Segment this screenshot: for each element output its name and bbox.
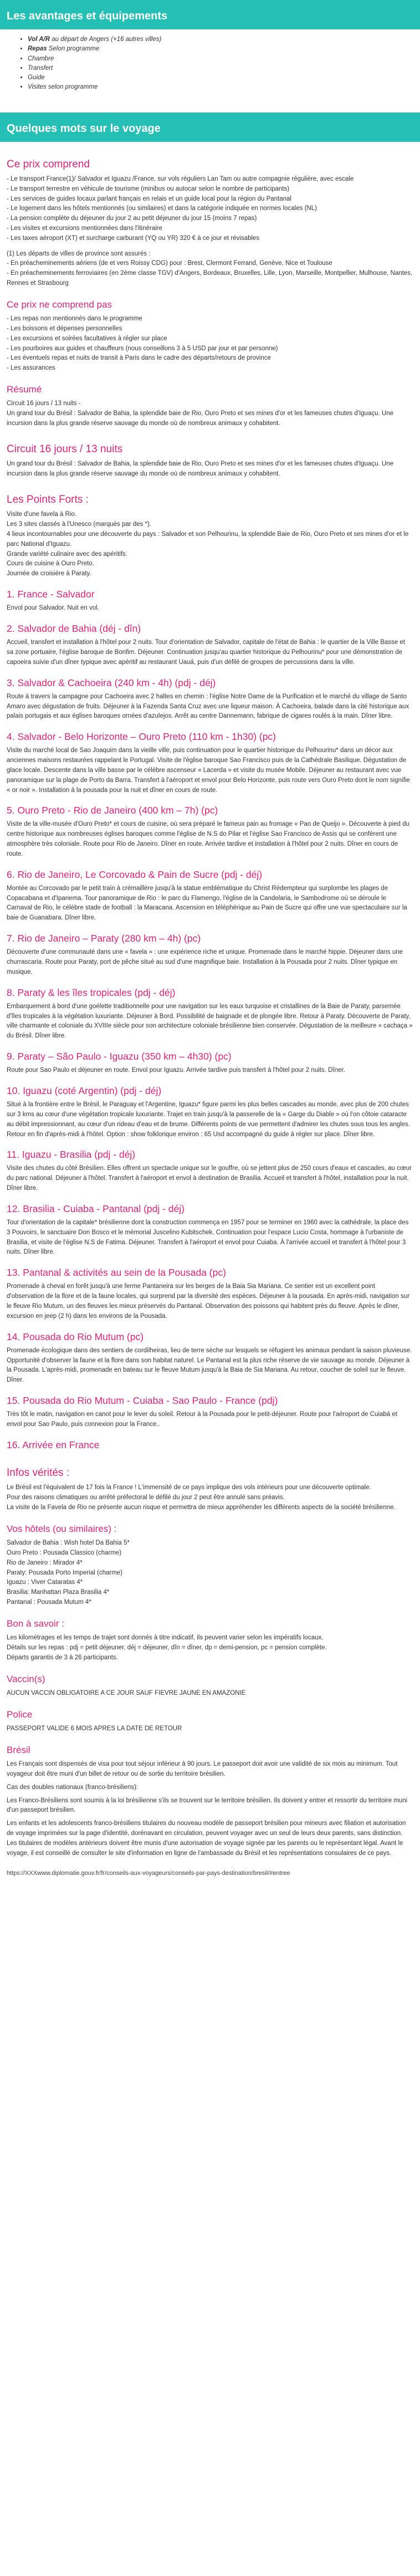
advantage-item: • Guide <box>28 73 413 83</box>
advantages-list <box>21 35 413 93</box>
day-title: 3. Salvador & Cachoeira (240 km - 4h) (pdj - déj) <box>7 677 216 688</box>
point-item: 4 lieux incontournables pour une découverte du pays : Salvador et son Pelhourinu, la splendide Baie de Rio, Ouro Preto et ses mines d'or et le parc National d'Iguazu. <box>7 531 409 548</box>
info-list <box>7 1483 413 1512</box>
know-item: Départs garantis de 3 à 26 participants. <box>7 1654 118 1661</box>
day-text: Montée au Corcovado par le petit train à crémaillère jusqu'à la statue emblématique du Christ Rédempteur qui surplombe les plages de Copacabana et d'Ipanema. Tour panoramique de Rio : le parc du Flamengo, l'église de la Candelaria, le Sambodrome où se déroule le Carnaval de Rio, le célèbre stade de football : la Maracana. Ascension en téléphérique au Pain de Sucre qui offre une vue spectaculaire sur la baie de Guanabara. Dîner libre. <box>7 885 407 922</box>
circuit-text: Un grand tour du Brésil : Salvador de Bahia, la splendide baie de Rio, Ouro Preto et ses mines d'or et les fameuses chutes d'Iguaçu. Une incursion dans la plus grande réserve sauvage du monde où de nombreux animaux y cohabitent. <box>7 461 393 478</box>
point-item: Cours de cuisine à Ouro Preto. <box>7 560 94 568</box>
about-title: Quelques mots sur le voyage <box>0 113 420 142</box>
know-list <box>7 1633 413 1663</box>
know-item: Les kilométrages et les temps de trajet sont donnés à titre indicatif, ils peuvent varier selon les impératifs locaux. <box>7 1634 324 1642</box>
about-section <box>0 142 420 1878</box>
excludes-item: - Les pourboires aux guides et chauffeurs (nous conseillons 3 à 5 USD par jour et par personne) <box>7 345 278 352</box>
day-title: 13. Pantanal & activités au sein de la Pousada (pc) <box>7 1267 226 1279</box>
includes-item: - Les services de guides locaux parlant français en relais et un guide local pour la région du Pantanal <box>7 195 291 202</box>
source-link[interactable]: https://XXXwww.diplomatie.gouv.fr/fr/conseils-aux-voyageurs/conseils-par-pays-destination/bresil/#entree <box>7 1869 290 1877</box>
includes-item: - Le transport terrestre en véhicule de tourisme (minibus ou autocar selon le nombre de participants) <box>7 185 290 192</box>
summary-line: Circuit 16 jours / 13 nuits - <box>7 400 81 407</box>
points-list <box>7 510 413 579</box>
day-title: 8. Paraty & les îles tropicales (pdj - déj) <box>7 987 176 998</box>
day-text: Accueil, transfert et installation à l'hôtel pour 2 nuits. Tour d'orientation de Salvador, capitale de l'état de Bahia : le quartier de la Ville Basse et sa zone portuaire, l'église baroque de Bonfim. Déjeuner. Continuation jusqu'au quartier historique du Pelhourinu* pour une démonstration de capoeira suivie d'un dîner typique avec apéritif au restaurant Uauá, puis d'un défilé de groupes de percussions dans la ville. <box>7 639 405 666</box>
advantage-bold: Vol A/R <box>28 36 50 43</box>
day-title: 14. Pousada do Rio Mutum (pc) <box>7 1331 144 1342</box>
note-item: - En préacheminements ferroviaires (en 2ème classe TGV) d'Angers, Bordeaux, Bruxelles, Lille, Lyon, Marseille, Montpellier, Mulhouse, Nantes, Rennes et Strasbourg <box>7 270 413 287</box>
hotel-item: Ouro Preto : Pousada Classico (charme) <box>7 1549 122 1556</box>
note-item: - En préacheminements aériens (de et vers Roissy CDG) pour : Brest, Clermont Ferrand, Genève, Nice et Toulouse <box>7 260 332 267</box>
day-title: 1. France - Salvador <box>7 589 95 600</box>
advantages-title: Les avantages et équipements <box>0 0 420 29</box>
summary-line: Un grand tour du Brésil : Salvador de Bahia, la splendide baie de Rio, Ouro Preto et ses mines d'or et les fameuses chutes d'Iguaçu. Une incursion dans la plus grande réserve sauvage du monde où de nombreux animaux y cohabitent. <box>7 410 393 427</box>
day-text: Promenade écologique dans des sentiers de cordilheiras, lieu de terre sèche sur lesquels se réfugient les animaux pendant la saison pluvieuse. Opportunité d'observer la faune et la flore dans son habitat naturel. Le Pantanal est la plus riche réserve de vie sauvage au monde. Déjeuner à la Pousada. L'après-midi, promenade en bateau sur le fleuve Mutum jusqu'à la Baia de Sia Mariana. Au retour, coucher de soleil sur le fleuve. Dîner. <box>7 1347 412 1384</box>
day-title: 6. Rio de Janeiro, Le Corcovado & Pain de Sucre (pdj - déj) <box>7 868 263 880</box>
advantage-item: • Repas Selon programme <box>28 44 413 54</box>
brazil-paragraph: Les enfants et les adolescents franco-brésiliens titulaires du nouveau modèle de passeport brésilien pour mineurs avec filiation et autorisation de voyage imprimées sur la page d'identité, dorénavant en circulation, peuvent voyager avec un seul de leurs deux parents, sans distinction. Les titulaires de modèles antérieurs doivent être munis d'une autorisation de voyage signée par les parents ou le représentant légal. Avant le voyage, il est conseillé de consulter le site d'information en ligne de l'ambassade du Brésil et les représentations consulaires de ce pays. <box>7 1820 406 1857</box>
excludes-title: Ce prix ne comprend pas <box>7 299 112 310</box>
brazil-paragraph: Cas des doubles nationaux (franco-brésiliens): <box>7 1783 139 1791</box>
day-title: 10. Iguazu (coté Argentin) (pdj - déj) <box>7 1085 162 1096</box>
day-title: 7. Rio de Janeiro – Paraty (280 km – 4h) (pc) <box>7 933 201 944</box>
info-item: La visite de la Favela de Rio ne présente aucun risque et permettra de mieux appréhender les différents aspects de la société brésilienne. <box>7 1504 396 1511</box>
brazil-title: Brésil <box>7 1744 30 1755</box>
point-item: Grande variété culinaire avec des apéritifs. <box>7 550 127 558</box>
day-text: Visite du marché local de Sao Joaquim dans la vieille ville, puis continuation pour le quartier historique du Pelhourinu* dans un décor aux anciennes maisons restaurées rappelant le Portugal. Visite de l'église baroque Sao Francisco puis de la Cathédrale Basilique. Dégustation de glace locale. Descente dans la ville basse par le célèbre ascenseur « Lacerda » et visite du musée Mobile. Déjeuner au restaurant avec vue panoramique sur la plage de Porto da Barra. Transfert à l'aéroport et envol pour Belo Horizonte, puis route vers Ouro Preto dont le nom signifie « or noir ». Installation à la pousada pour la nuit et dîner en cours de route. <box>7 747 410 794</box>
advantages-list-wrap <box>0 29 420 100</box>
day-text: Visite des chutes du côté Brésilien. Elles offrent un spectacle unique sur le gouffre, où se jettent plus de 250 cours d'eaux et cascades, au cœur du parc national. Déjeuner à l'hôtel. Transfert à l'aéroport et envol à destination de Brasilia. Accueil et transfert à l'hôtel, installation pour la nuit. Dîner libre. <box>7 1165 412 1192</box>
advantage-item: • Chambre <box>28 54 413 64</box>
day-text: Tour d'orientation de la capitale* brésilienne dont la construction commença en 1957 pour se terminer en 1960 avec la cathédrale, la place des 3 Pouvoirs, le sanctuaire Don Bosco et le mémorial Juscelino Kubitschek. Continuation pour l'espace Lucio Costa, hommage à l'urbaniste de Brasilia, et visite de l'église N.S de Fatima. Déjeuner. Transfert à l'aéroport et envol pour Cuiaba. À l'arrivée accueil et transfert à l'hôtel pour 3 nuits. Dîner libre. <box>7 1219 409 1256</box>
hotels-title: Vos hôtels (ou similaires) : <box>7 1523 117 1534</box>
info-title: Infos vérités : <box>7 1466 69 1479</box>
point-item: Les 3 sites classés à l'Unesco (marqués par des *). <box>7 521 152 528</box>
summary-title: Résumé <box>7 384 42 395</box>
includes-title: Ce prix comprend <box>7 158 90 170</box>
day-text: Très tôt le matin, navigation en canot pour le lever du soleil. Retour à la Pousada pour le petit-déjeuner. Route pour l'aéroport de Cuiabá et envol pour Sao Paulo, puis connexion pour la France.. <box>7 1411 397 1428</box>
includes-item: - Les taxes aéroport (XT) et surcharge carburant (YQ ou YR) 320 € à ce jour et révisables <box>7 234 260 242</box>
day-title: 12. Brasilia - Cuiaba - Pantanal (pdj - déj) <box>7 1203 185 1214</box>
hotel-item: Brasilia: Manhattan Plaza Brasilia 4* <box>7 1589 110 1596</box>
day-title: 4. Salvador - Belo Horizonte – Ouro Preto (110 km - 1h30) (pc) <box>7 731 276 743</box>
excludes-item: - Les assurances <box>7 365 55 372</box>
advantage-item: • Vol A/R au départ de Angers (+16 autres villes) <box>28 35 413 44</box>
day-text: Embarquement à bord d'une goélette traditionnelle pour une navigation sur les eaux turquoise et cristallines de la Baie de Paraty, parsemée d'îles tropicales à la végétation luxuriante. Déjeuner à Bord. Possibilité de baignade et de plongée libre. Retour à Paraty. Découverte de Paraty, ville charmante et coloniale du XVIIIe siècle pour son architecture coloniale brésilienne bien conservée. Dégustation de la meilleure « cachaça » du Brésil. Dîner libre. <box>7 1003 413 1040</box>
vaccine-title: Vaccin(s) <box>7 1673 45 1684</box>
points-title: Les Points Forts : <box>7 493 89 505</box>
police-title: Police <box>7 1709 33 1720</box>
brazil-text <box>7 1760 413 1858</box>
includes-item: - La pension complète du déjeuner du jour 2 au petit déjeuner du jour 15 (moins 7 repas) <box>7 215 257 222</box>
vaccine-text: AUCUN VACCIN OBLIGATOIRE A CE JOUR SAUF FIEVRE JAUNE EN AMAZONIE <box>7 1689 246 1696</box>
know-title: Bon à savoir : <box>7 1618 64 1629</box>
day-title: 5. Ouro Preto - Rio de Janeiro (400 km – 7h) (pc) <box>7 805 218 816</box>
brazil-paragraph: Les Franco-Brésiliens sont soumis à la loi brésilienne s'ils se trouvent sur le territoire brésilien. Ils doivent y entrer et ressortir du territoire muni d'un passeport brésilien. <box>7 1797 408 1814</box>
includes-item: - Le transport France(1)/ Salvador et Iguazu /France, sur vols réguliers Lan Tam ou autre compagnie régulière, avec escale <box>7 175 354 182</box>
hotels-list <box>7 1539 413 1608</box>
day-text: Envol pour Salvador. Nuit en vol. <box>7 605 99 612</box>
note-item: (1) Les départs de villes de province sont assurés : <box>7 250 151 257</box>
day-text: Découverte d'une communauté dans une « favela » : une expérience riche et unique. Promenade dans le marché hippie. Déjeuner dans une churrascaria. Route pour Paraty, port de pêche situé au sud d'une magnifique baie. Installation à la Pousada pour 2 nuits. Dîner typique en musique. <box>7 949 403 975</box>
summary-text <box>7 399 413 428</box>
hotel-item: Iguazu : Viver Cataratas 4* <box>7 1579 83 1586</box>
excludes-item: - Les repas non mentionnés dans le programme <box>7 315 142 323</box>
info-item: Pour des raisons climatiques ou arrêté préfectoral le défilé du jour 2 peut être annulé sans préavis. <box>7 1494 285 1501</box>
excludes-item: - Les excursions et soirées facultatives à régler sur place <box>7 335 167 342</box>
hotel-item: Paraty: Pousada Porto Imperial (charme) <box>7 1569 123 1576</box>
day-text: Route pour Sao Paulo et déjeuner en route. Envol pour Iguazu. Arrivée tardive puis transfert à l'hôtel pour 2 nuits. Dîner. <box>7 1067 345 1074</box>
itinerary <box>7 587 413 1453</box>
day-text: Visite de la ville-musée d'Ouro Preto* et cours de cuisine, où sera préparé le fameux pain au fromage « Pao de Queijo ». Découverte à pied du centre historique aux nombreuses églises baroques comme l'église de N.S do Pilar et l'église Sao Francisco de Assis qui se confèrent une atmosphère très coloniale. Route pour Rio de Janeiro. Dîner en route. Arrivée tardive et installation à l'hôtel pour 2 nuits. Dîner en cours de route. <box>7 821 409 857</box>
advantages-section <box>0 0 420 100</box>
point-item: Journée de croisière à Paraty. <box>7 570 91 577</box>
day-title: 2. Salvador de Bahia (déj - dîn) <box>7 623 141 634</box>
notes-list <box>7 249 413 289</box>
advantage-item: • Transfert <box>28 64 413 73</box>
hotel-item: Salvador de Bahia : Wish hotel Da Bahia 5* <box>7 1540 130 1547</box>
point-item: Visite d'une favela à Rio. <box>7 511 77 518</box>
day-title: 11. Iguazu - Brasilia (pdj - déj) <box>7 1149 136 1161</box>
info-item: Le Brésil est l'équivalent de 17 fois la France ! L'immensité de ce pays implique des vols intérieurs pour une découverte optimale. <box>7 1484 371 1491</box>
includes-item: - Le logement dans les hôtels mentionnés (ou similaires) et dans la catégorie indiquée en normes locales (NL) <box>7 205 317 212</box>
circuit-title: Circuit 16 jours / 13 nuits <box>7 443 123 455</box>
day-text: Situé à la frontière entre le Brésil, le Paraguay et l'Argentine, Iguazu* figure parmi les plus belles cascades au monde, avec plus de 200 chutes sur 3 kms au cœur d'une végétation tropicale luxuriante. Trajet en train jusqu'à la passerelle de la « Garge du Diable » où l'on côtoie cataracte au débit impressionnant, au cœur d'un rideau d'eau et de brume. Différents points de vue permettent d'admirer les chutes sous tous les angles. Retour en fin d'après-midi à l'hôtel. Option : show folklorique environ : 65 Usd accompagné du guide à régler sur place. Dîner libre. <box>7 1101 411 1138</box>
day-text: Route à travers la campagne pour Cachoeira avec 2 haltes en chemin : l'église Notre Dame de la Purification et le marché du village de Santo Amaro avec dégustation de fruits. Déjeuner à la Fazenda Santa Cruz avec une liqueur maison. À Cachoeira, balade dans la cité historique aux palais portugais et aux églises baroques ornées d'azulejos. Arrêt au centre Dannemann, fabrique de cigares roulés à la main. Dîner libre. <box>7 693 409 720</box>
day-title: 9. Paraty – São Paulo - Iguazu (350 km – 4h30) (pc) <box>7 1051 232 1062</box>
advantage-bold: Repas <box>28 45 47 53</box>
hotel-item: Pantanal : Pousada Mutum 4* <box>7 1598 91 1606</box>
brazil-paragraph: Les Français sont dispensés de visa pour tout séjour inférieur à 90 jours. Le passeport doit avoir une validité de six mois au minimum. Tout voyageur doit être muni d'un billet de retour ou de sortie du territoire brésilien. <box>7 1761 398 1778</box>
day-text: Promenade à cheval en forêt jusqu'à une ferme Pantaneira sur les berges de la Baia Sia Mariana. Ce sentier est un excellent point d'observation de la flore et de la faune locales, qui surprend par la diversité des espèces. Déjeuner à la pousada. En après-midi, navigation sur le fleuve Rio Mutum, un des fleuves les mieux préservés du Pantanal. Observation des poissons qui habitent près du fleuve. Après le dîner, excursion en jeep (2 h) dans les environs de la Pousada. <box>7 1283 410 1320</box>
includes-item: - Les visites et excursions mentionnées dans l'itinéraire <box>7 225 162 232</box>
excludes-list <box>7 314 413 374</box>
day-title: 15. Pousada do Rio Mutum - Cuiaba - Sao Paulo - France (pdj) <box>7 1395 278 1406</box>
day-title: 16. Arrivée en France <box>7 1439 100 1450</box>
know-item: Détails sur les repas : pdj = petit déjeuner, déj = déjeuner, dîn = dîner, dp = demi-pension, pc = pension complète. <box>7 1644 327 1651</box>
excludes-item: - Les boissons et dépenses personnelles <box>7 325 122 333</box>
excludes-item: - Les éventuels repas et nuits de transit à Paris dans le cadre des départs/retours de province <box>7 355 271 362</box>
hotel-item: Rio de Janeiro : Mirador 4* <box>7 1559 83 1566</box>
police-text: PASSEPORT VALIDE 6 MOIS APRES LA DATE DE RETOUR <box>7 1725 182 1732</box>
includes-list <box>7 175 413 244</box>
advantage-item: • Visites selon programme <box>28 83 413 92</box>
